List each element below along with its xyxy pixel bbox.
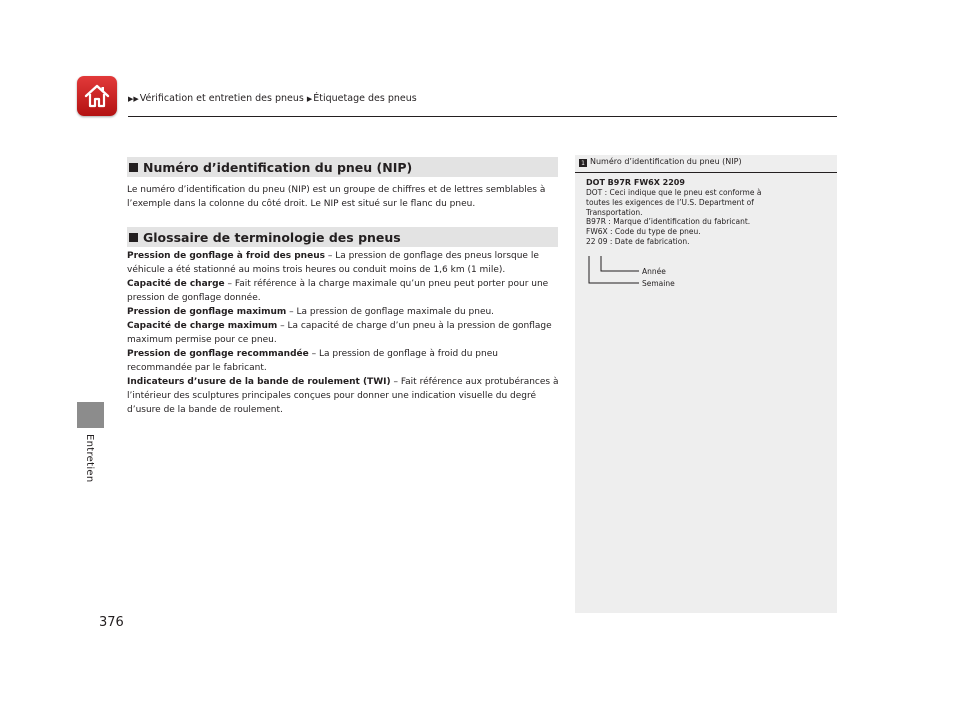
year-label: Année — [642, 267, 666, 276]
header-divider — [128, 116, 837, 117]
breadcrumb — [128, 93, 420, 104]
home-icon — [83, 83, 111, 109]
sidebar-note-panel — [575, 155, 837, 613]
chapter-label: Entretien — [84, 434, 95, 483]
glossary-definition: – La pression de gonflage des pneus lorsque le véhicule a été stationné au moins trois heures ou conduit moins de 1,6 km (1 mile). — [127, 251, 539, 275]
date-code-callout-diagram — [575, 155, 837, 355]
sidebar-title: Numéro d’identification du pneu (NIP) — [590, 157, 742, 166]
chapter-tab-marker — [77, 402, 104, 428]
heading-square-icon — [129, 233, 138, 242]
glossary-item — [127, 319, 563, 347]
glossary-term: Indicateurs d’usure de la bande de roulement (TWI) — [127, 377, 391, 387]
glossary-item — [127, 347, 563, 375]
glossary-definition: – La pression de gonflage maximale du pneu. — [286, 307, 495, 317]
glossary-term: Capacité de charge maximum — [127, 321, 278, 331]
page-number: 376 — [99, 615, 124, 630]
note-marker-icon: 1 — [579, 159, 587, 167]
tin-explanation-line: 22 09 : Date de fabrication. — [586, 236, 690, 246]
glossary-definition: – La pression de gonflage à froid du pneu recommandée par le fabricant. — [127, 349, 498, 373]
glossary-item — [127, 277, 563, 305]
section-title: Glossaire de terminologie des pneus — [143, 229, 401, 245]
breadcrumb-item[interactable]: Vérification et entretien des pneus — [139, 93, 304, 104]
breadcrumb-item[interactable]: Étiquetage des pneus — [313, 93, 417, 104]
year-leader-line — [601, 256, 639, 271]
glossary-item — [127, 305, 563, 319]
section-title: Numéro d’identification du pneu (NIP) — [143, 159, 413, 175]
glossary-item — [127, 249, 563, 277]
glossary-definition: – Fait référence aux protubérances à l’intérieur des sculptures principales conçues pour donner une indication visuelle du degré d’usure de la bande de roulement. — [127, 377, 559, 415]
home-button[interactable] — [77, 76, 117, 116]
tin-explanation-line: B97R : Marque d’identification du fabricant. — [586, 217, 751, 227]
tin-intro-paragraph: Le numéro d’identification du pneu (NIP) est un groupe de chiffres et de lettres semblables à l’exemple dans la colonne du côté droit. Le NIP est situé sur le flanc du pneu. — [127, 185, 546, 209]
tin-explanation-line: DOT : Ceci indique que le pneu est conforme à — [586, 188, 762, 197]
glossary-definition: – La capacité de charge d’un pneu à la pression de gonflage maximum permise pour ce pneu. — [127, 321, 552, 345]
section-heading-tin — [127, 157, 558, 177]
glossary-definition: – Fait référence à la charge maximale qu’un pneu peut porter pour une pression de gonflage donnée. — [127, 279, 549, 303]
week-leader-line — [589, 256, 639, 283]
tin-explanation-line: Transportation. — [586, 207, 643, 217]
glossary-term: Pression de gonflage recommandée — [127, 349, 309, 359]
breadcrumb-arrow-icon: ▶▶ — [128, 94, 139, 103]
glossary-item — [127, 375, 563, 417]
section-heading-glossary — [127, 227, 558, 247]
tin-explanation-line: toutes les exigences de l’U.S. Department of — [586, 197, 754, 207]
week-label: Semaine — [642, 279, 675, 288]
heading-square-icon — [129, 163, 138, 172]
glossary-list — [127, 249, 563, 417]
tin-code-example: DOT B97R FW6X 2209 — [586, 178, 685, 187]
breadcrumb-arrow-icon: ▶ — [306, 94, 313, 103]
glossary-term: Pression de gonflage à froid des pneus — [127, 251, 325, 261]
glossary-term: Capacité de charge — [127, 279, 225, 289]
glossary-term: Pression de gonflage maximum — [127, 307, 287, 317]
tin-explanation-line: FW6X : Code du type de pneu. — [586, 227, 701, 237]
